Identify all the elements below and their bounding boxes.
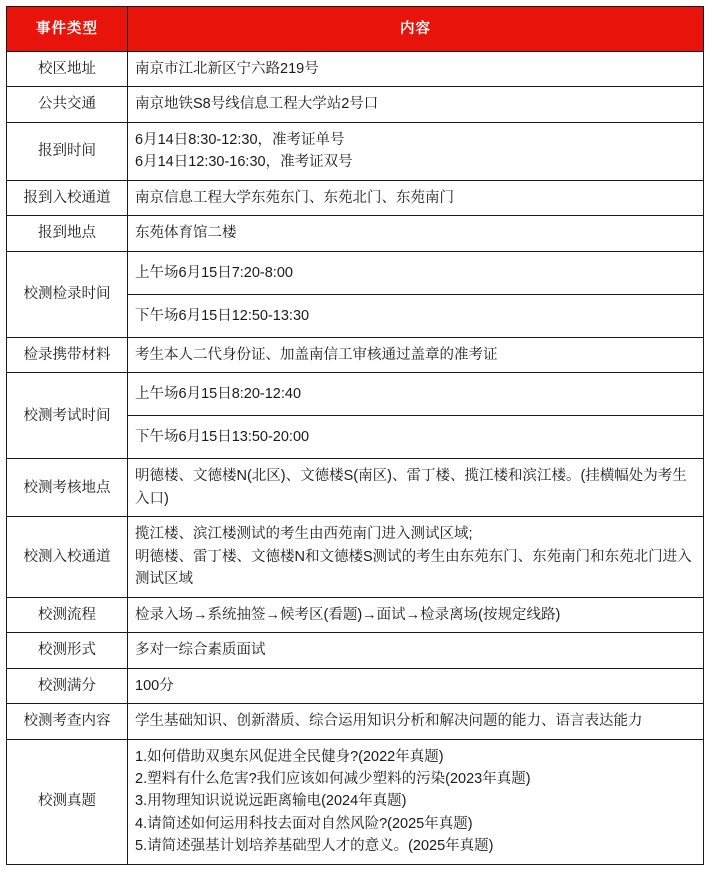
row-type-label: 校区地址 [7,52,128,87]
content-line: 揽江楼、滨江楼测试的考生由西苑南门进入测试区域; [135,526,473,543]
row-content-subrow: 上午场6月15日7:20-8:00 [128,251,704,294]
table-row [7,180,704,215]
table-row [7,373,704,416]
row-content [128,216,704,251]
row-content [128,704,704,739]
row-content-subrow: 上午场6月15日8:20-12:40 [128,373,704,416]
row-content-subrow: 下午场6月15日12:50-13:30 [128,294,704,337]
row-content-lines [135,523,699,590]
content-line: 4.请简述如何运用科技去面对自然风险?(2025年真题) [135,815,473,832]
row-content-lines [135,344,699,366]
row-type-label: 校测检录时间 [7,251,128,337]
content-line: 东苑体育馆二楼 [135,225,237,242]
table-row [7,459,704,517]
row-type-label: 检录携带材料 [7,337,128,372]
row-content [128,597,704,632]
content-line: 检录入场→系统抽签→候考区(看题)→面试→检录离场(按规定线路) [135,606,561,623]
row-type-label: 校测真题 [7,739,128,864]
table-row [7,517,704,597]
row-type-label: 校测考查内容 [7,704,128,739]
row-content-lines [135,93,699,115]
row-type-label: 报到时间 [7,122,128,180]
row-content-lines [135,746,699,858]
row-content-lines [135,675,699,697]
content-line: 明德楼、雷丁楼、文德楼N和文德楼S测试的考生由东苑东门、东苑南门和东苑北门进入测试区域 [135,548,692,588]
row-content-lines [135,710,699,732]
content-line: 多对一综合素质面试 [135,642,266,659]
row-content [128,87,704,122]
content-line: 3.用物理知识说说远距离输电(2024年真题) [135,793,407,810]
table-header-row [7,7,704,52]
table-body [7,52,704,865]
row-content-lines [135,465,699,510]
content-line: 考生本人二代身份证、加盖南信工审核通过盖章的准考证 [135,346,498,363]
row-content-lines [135,129,699,174]
table-row [7,668,704,703]
row-content-lines [135,187,699,209]
table-row [7,122,704,180]
row-type-label: 报到地点 [7,216,128,251]
row-content-lines [135,604,699,626]
table-row [7,251,704,294]
row-content [128,337,704,372]
content-line: 6月14日8:30-12:30，准考证单号 [135,131,345,148]
row-type-label: 校测考核地点 [7,459,128,517]
exam-info-table [6,6,704,865]
table-row [7,704,704,739]
content-line: 明德楼、文德楼N(北区)、文德楼S(南区)、雷丁楼、揽江楼和滨江楼。(挂横幅处为考生入口) [135,468,687,507]
row-content-lines [135,639,699,661]
row-content-lines [135,222,699,244]
row-content-subrow: 下午场6月15日13:50-20:00 [128,416,704,459]
table-row [7,216,704,251]
row-type-label: 校测流程 [7,597,128,632]
table-row [7,597,704,632]
content-line: 100分 [135,677,174,694]
row-content [128,180,704,215]
content-line: 6月14日12:30-16:30，准考证双号 [135,154,353,171]
content-line: 2.塑料有什么危害?我们应该如何减少塑料的污染(2023年真题) [135,770,531,787]
row-content [128,633,704,668]
table-header [7,7,704,52]
row-content-lines [135,58,699,80]
column-header-content: 内容 [128,7,704,52]
content-line: 5.请简述强基计划培养基础型人才的意义。(2025年真题) [135,838,494,855]
row-type-label: 校测形式 [7,633,128,668]
row-type-label: 校测满分 [7,668,128,703]
table-row [7,739,704,864]
row-content [128,668,704,703]
row-content [128,459,704,517]
row-type-label: 报到入校通道 [7,180,128,215]
column-header-event-type: 事件类型 [7,7,128,52]
row-type-label: 校测入校通道 [7,517,128,597]
table-row [7,633,704,668]
content-line: 南京市江北新区宁六路219号 [135,61,319,77]
row-content [128,52,704,87]
row-type-label: 校测考试时间 [7,373,128,459]
row-type-label: 公共交通 [7,87,128,122]
table-row [7,337,704,372]
content-line: 学生基础知识、创新潜质、综合运用知识分析和解决问题的能力、语言表达能力 [135,713,643,730]
row-content [128,122,704,180]
row-content [128,739,704,864]
table-row [7,52,704,87]
content-line: 1.如何借助双奥东风促进全民健身?(2022年真题) [135,748,444,765]
content-line: 南京信息工程大学东苑东门、东苑北门、东苑南门 [135,189,454,206]
row-content [128,517,704,597]
table-row [7,87,704,122]
content-line: 南京地铁S8号线信息工程大学站2号口 [135,96,379,113]
